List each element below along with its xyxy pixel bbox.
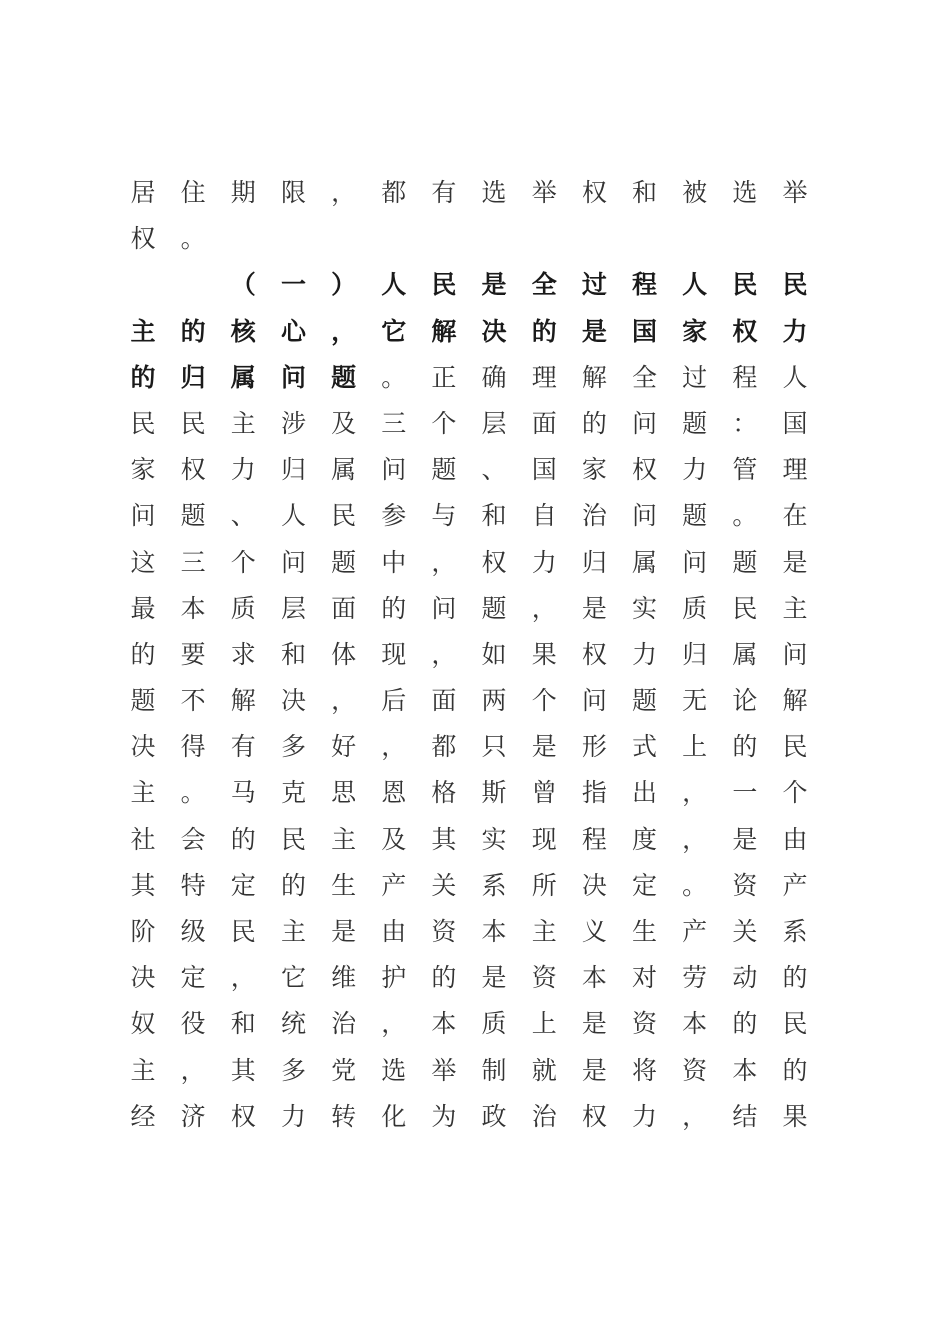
- text-line: 最 本 质 层 面 的 问 题 ， 是 实 质 民 主: [130, 593, 808, 623]
- text-line: 社 会 的 民 主 及 其 实 现 程 度 ， 是 由: [130, 824, 808, 854]
- text-line: 家 权 力 归 属 问 题 、 国 家 权 力 管 理: [130, 455, 808, 485]
- text-line: 民 民 主 涉 及 三 个 层 面 的 问 题 ： 国: [130, 408, 808, 438]
- text-line: 经 济 权 力 转 化 为 政 治 权 力 ， 结 果: [130, 1101, 808, 1131]
- text-line: 阶 级 民 主 是 由 资 本 主 义 生 产 关 系: [130, 917, 808, 946]
- text-line: 的 归 属 问 题 。 正 确 理 解 全 过 程 人: [130, 362, 808, 392]
- text-line: 决 定 ， 它 维 护 的 是 资 本 对 劳 动 的: [130, 963, 808, 993]
- text-line: （ 一 ） 人 民 是 全 过 程 人 民 民: [230, 270, 808, 300]
- text-line: 主 。 马 克 思 恩 格 斯 曾 指 出 ， 一 个: [130, 778, 808, 808]
- text-line: 主 ， 其 多 党 选 举 制 就 是 将 资 本 的: [130, 1055, 808, 1085]
- text-line: 居 住 期 限 ， 都 有 选 举 权 和 被 选 举: [130, 178, 808, 207]
- text-line: 奴 役 和 统 治 ， 本 质 上 是 资 本 的 民: [130, 1009, 808, 1039]
- body-text: [129, 170, 809, 1140]
- text-line: 题 不 解 决 ， 后 面 两 个 问 题 无 论 解: [130, 686, 808, 716]
- text-line: 主 的 核 心 ， 它 解 决 的 是 国 家 权 力: [130, 316, 808, 346]
- text-line: 决 得 有 多 好 ， 都 只 是 形 式 上 的 民: [130, 732, 808, 762]
- text-line: 的 要 求 和 体 现 ， 如 果 权 力 归 属 问: [130, 639, 808, 669]
- text-line: 权 。: [130, 224, 206, 254]
- text-line: 这 三 个 问 题 中 ， 权 力 归 属 问 题 是: [130, 547, 808, 577]
- text-line: 其 特 定 的 生 产 关 系 所 决 定 。 资 产: [130, 870, 808, 900]
- text-line: 问 题 、 人 民 参 与 和 自 治 问 题 。 在: [130, 501, 808, 531]
